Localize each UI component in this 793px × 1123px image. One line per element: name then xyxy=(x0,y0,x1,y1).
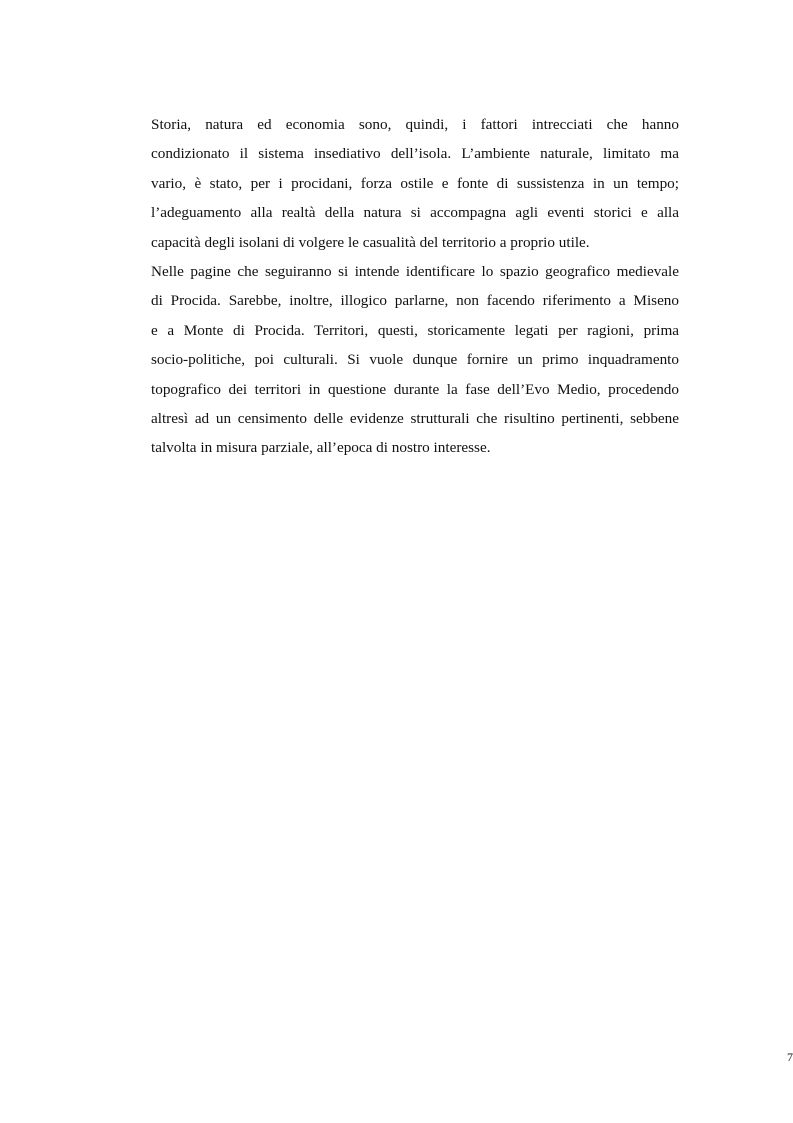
body-text xyxy=(151,110,679,463)
text-line: topografico dei territori in questione durante la fase dell’Evo Medio, procedendo xyxy=(151,380,679,398)
text-line: Storia, natura ed economia sono, quindi, i fattori intrecciati che hanno xyxy=(151,116,679,133)
text-line: vario, è stato, per i procidani, forza ostile e fonte di sussistenza in un tempo; xyxy=(151,174,679,192)
paragraph-2 xyxy=(151,257,679,463)
text-line: e a Monte di Procida. Territori, questi, storicamente legati per ragioni, prima xyxy=(151,321,679,339)
page-number: 7 xyxy=(787,1050,793,1064)
text-line: Nelle pagine che seguiranno si intende identificare lo spazio geografico medievale xyxy=(151,262,679,280)
text-line: capacità degli isolani di volgere le casualità del territorio a proprio utile. xyxy=(151,233,590,251)
text-line: socio-politiche, poi culturali. Si vuole dunque fornire un primo inquadramento xyxy=(151,351,679,369)
text-line: di Procida. Sarebbe, inoltre, illogico parlarne, non facendo riferimento a Miseno xyxy=(151,292,679,310)
text-line: talvolta in misura parziale, all’epoca di nostro interesse. xyxy=(151,439,491,457)
text-line: condizionato il sistema insediativo dell’isola. L’ambiente naturale, limitato ma xyxy=(151,145,679,163)
paragraph-1 xyxy=(151,110,679,257)
text-line: altresì ad un censimento delle evidenze strutturali che risultino pertinenti, sebbene xyxy=(151,409,679,427)
text-line: l’adeguamento alla realtà della natura si accompagna agli eventi storici e alla xyxy=(151,204,679,222)
